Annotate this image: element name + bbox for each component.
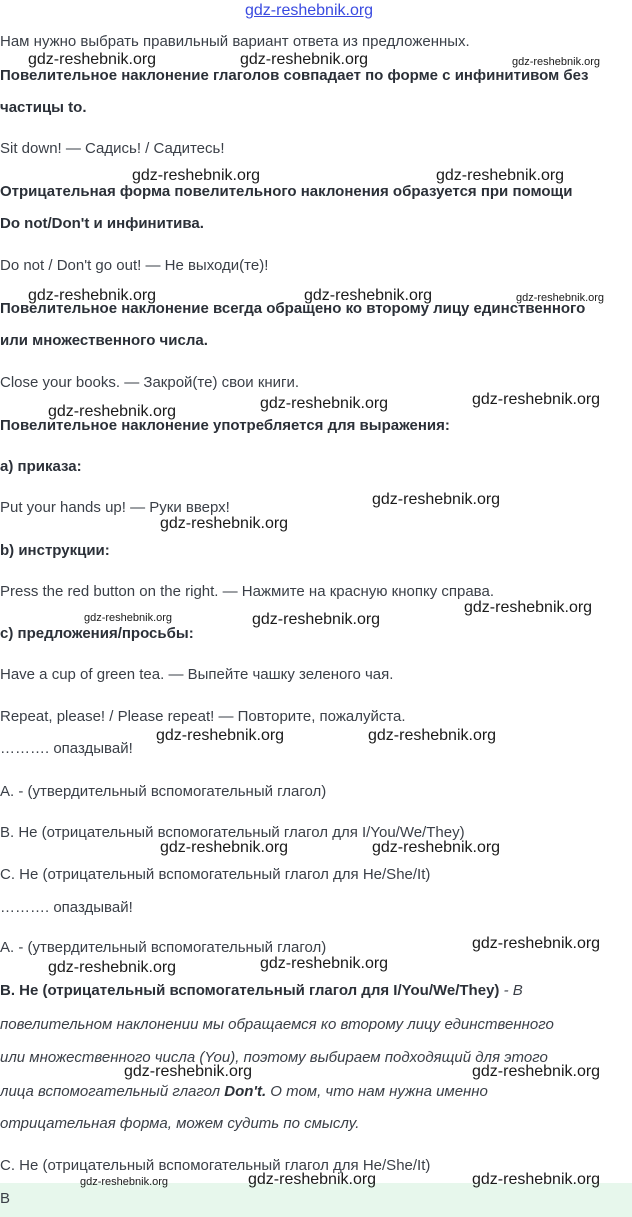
answer-line-5: отрицательная форма, можем судить по смыслу. xyxy=(0,1115,360,1132)
watermark: gdz-reshebnik.org xyxy=(304,287,433,304)
label-b: b) инструкции: xyxy=(0,542,110,559)
answer-bold: B. Не (отрицательный вспомогательный глагол для I/You/We/They) xyxy=(0,982,500,999)
watermark: gdz-reshebnik.org xyxy=(28,51,157,68)
example-b: Press the red button on the right. — Нажмите на красную кнопку справа. xyxy=(0,583,494,600)
watermark: gdz-reshebnik.org xyxy=(372,839,501,856)
example-2: Do not / Don't go out! — Не выходи(те)! xyxy=(0,257,269,274)
watermark: gdz-reshebnik.org xyxy=(132,167,261,184)
rule-3-line-2: или множественного числа. xyxy=(0,332,208,349)
rule-4: Повелительное наклонение употребляется для выражения: xyxy=(0,417,450,434)
watermark: gdz-reshebnik.org xyxy=(80,1176,169,1188)
label-a: а) приказа: xyxy=(0,458,82,475)
option-c-2: C. Не (отрицательный вспомогательный глагол для He/She/It) xyxy=(0,1157,431,1174)
label-c: c) предложения/просьбы: xyxy=(0,625,194,642)
watermark: gdz-reshebnik.org xyxy=(464,599,593,616)
option-c: C. Не (отрицательный вспомогательный глагол для He/She/It) xyxy=(0,866,431,883)
watermark: gdz-reshebnik.org xyxy=(240,51,369,68)
watermark: gdz-reshebnik.org xyxy=(368,727,497,744)
watermark: gdz-reshebnik.org xyxy=(436,167,565,184)
example-a: Put your hands up! — Руки вверх! xyxy=(0,499,230,516)
rule-2-line-2: Do not/Don't и инфинитива. xyxy=(0,215,204,232)
answer-line-1 xyxy=(0,981,523,1001)
rule-3-line-1: Повелительное наклонение всегда обращено ко второму лицу единственного xyxy=(0,300,586,317)
watermark: gdz-reshebnik.org xyxy=(124,1063,253,1080)
watermark: gdz-reshebnik.org xyxy=(248,1171,377,1188)
rule-2-line-1: Отрицательная форма повелительного наклонения образуется при помощи xyxy=(0,183,573,200)
watermark: gdz-reshebnik.org xyxy=(48,403,177,420)
watermark: gdz-reshebnik.org xyxy=(516,292,605,304)
watermark: gdz-reshebnik.org xyxy=(260,955,389,972)
site-link[interactable]: gdz-reshebnik.org xyxy=(245,2,374,19)
watermark: gdz-reshebnik.org xyxy=(28,287,157,304)
answer-line-2: повелительном наклонении мы обращаемся ко второму лицу единственного xyxy=(0,1016,554,1033)
rule-1-line-1: Повелительное наклонение глаголов совпадает по форме с инфинитивом без xyxy=(0,67,589,84)
watermark: gdz-reshebnik.org xyxy=(372,491,501,508)
answer-intro: - В xyxy=(499,982,523,999)
task-sentence: ………. опаздывай! xyxy=(0,740,133,757)
option-a-2: A. - (утвердительный вспомогательный глагол) xyxy=(0,939,327,956)
answer-line-4-start: лица вспомогательный глагол xyxy=(0,1083,225,1100)
answer-line-3: или множественного числа (You), поэтому выбираем подходящий для этого xyxy=(0,1049,548,1066)
watermark: gdz-reshebnik.org xyxy=(260,395,389,412)
answer-line-4-end: О том, что нам нужна именно xyxy=(266,1083,488,1100)
answer-value: B xyxy=(0,1190,11,1207)
watermark: gdz-reshebnik.org xyxy=(48,959,177,976)
watermark: gdz-reshebnik.org xyxy=(252,611,381,628)
rule-1-line-2: частицы to. xyxy=(0,99,87,116)
watermark: gdz-reshebnik.org xyxy=(472,1171,601,1188)
intro-text: Нам нужно выбрать правильный вариант ответа из предложенных. xyxy=(0,33,470,50)
option-a: A. - (утвердительный вспомогательный глагол) xyxy=(0,783,327,800)
answer-keyword: Don't. xyxy=(224,1083,267,1100)
watermark: gdz-reshebnik.org xyxy=(156,727,285,744)
example-c-2: Repeat, please! / Please repeat! — Повторите, пожалуйста. xyxy=(0,708,406,725)
example-3: Close your books. — Закрой(те) свои книги. xyxy=(0,374,300,391)
option-b: B. Не (отрицательный вспомогательный глагол для I/You/We/They) xyxy=(0,824,465,841)
example-1: Sit down! — Садись! / Садитесь! xyxy=(0,140,225,157)
watermark: gdz-reshebnik.org xyxy=(472,935,601,952)
task-sentence-2: ………. опаздывай! xyxy=(0,899,133,916)
watermark: gdz-reshebnik.org xyxy=(472,1063,601,1080)
watermark: gdz-reshebnik.org xyxy=(472,391,601,408)
watermark: gdz-reshebnik.org xyxy=(160,839,289,856)
answer-line-4 xyxy=(0,1082,488,1102)
watermark: gdz-reshebnik.org xyxy=(512,56,601,68)
example-c-1: Have a cup of green tea. — Выпейте чашку зеленого чая. xyxy=(0,666,394,683)
watermark: gdz-reshebnik.org xyxy=(84,612,173,624)
watermark: gdz-reshebnik.org xyxy=(160,515,289,532)
